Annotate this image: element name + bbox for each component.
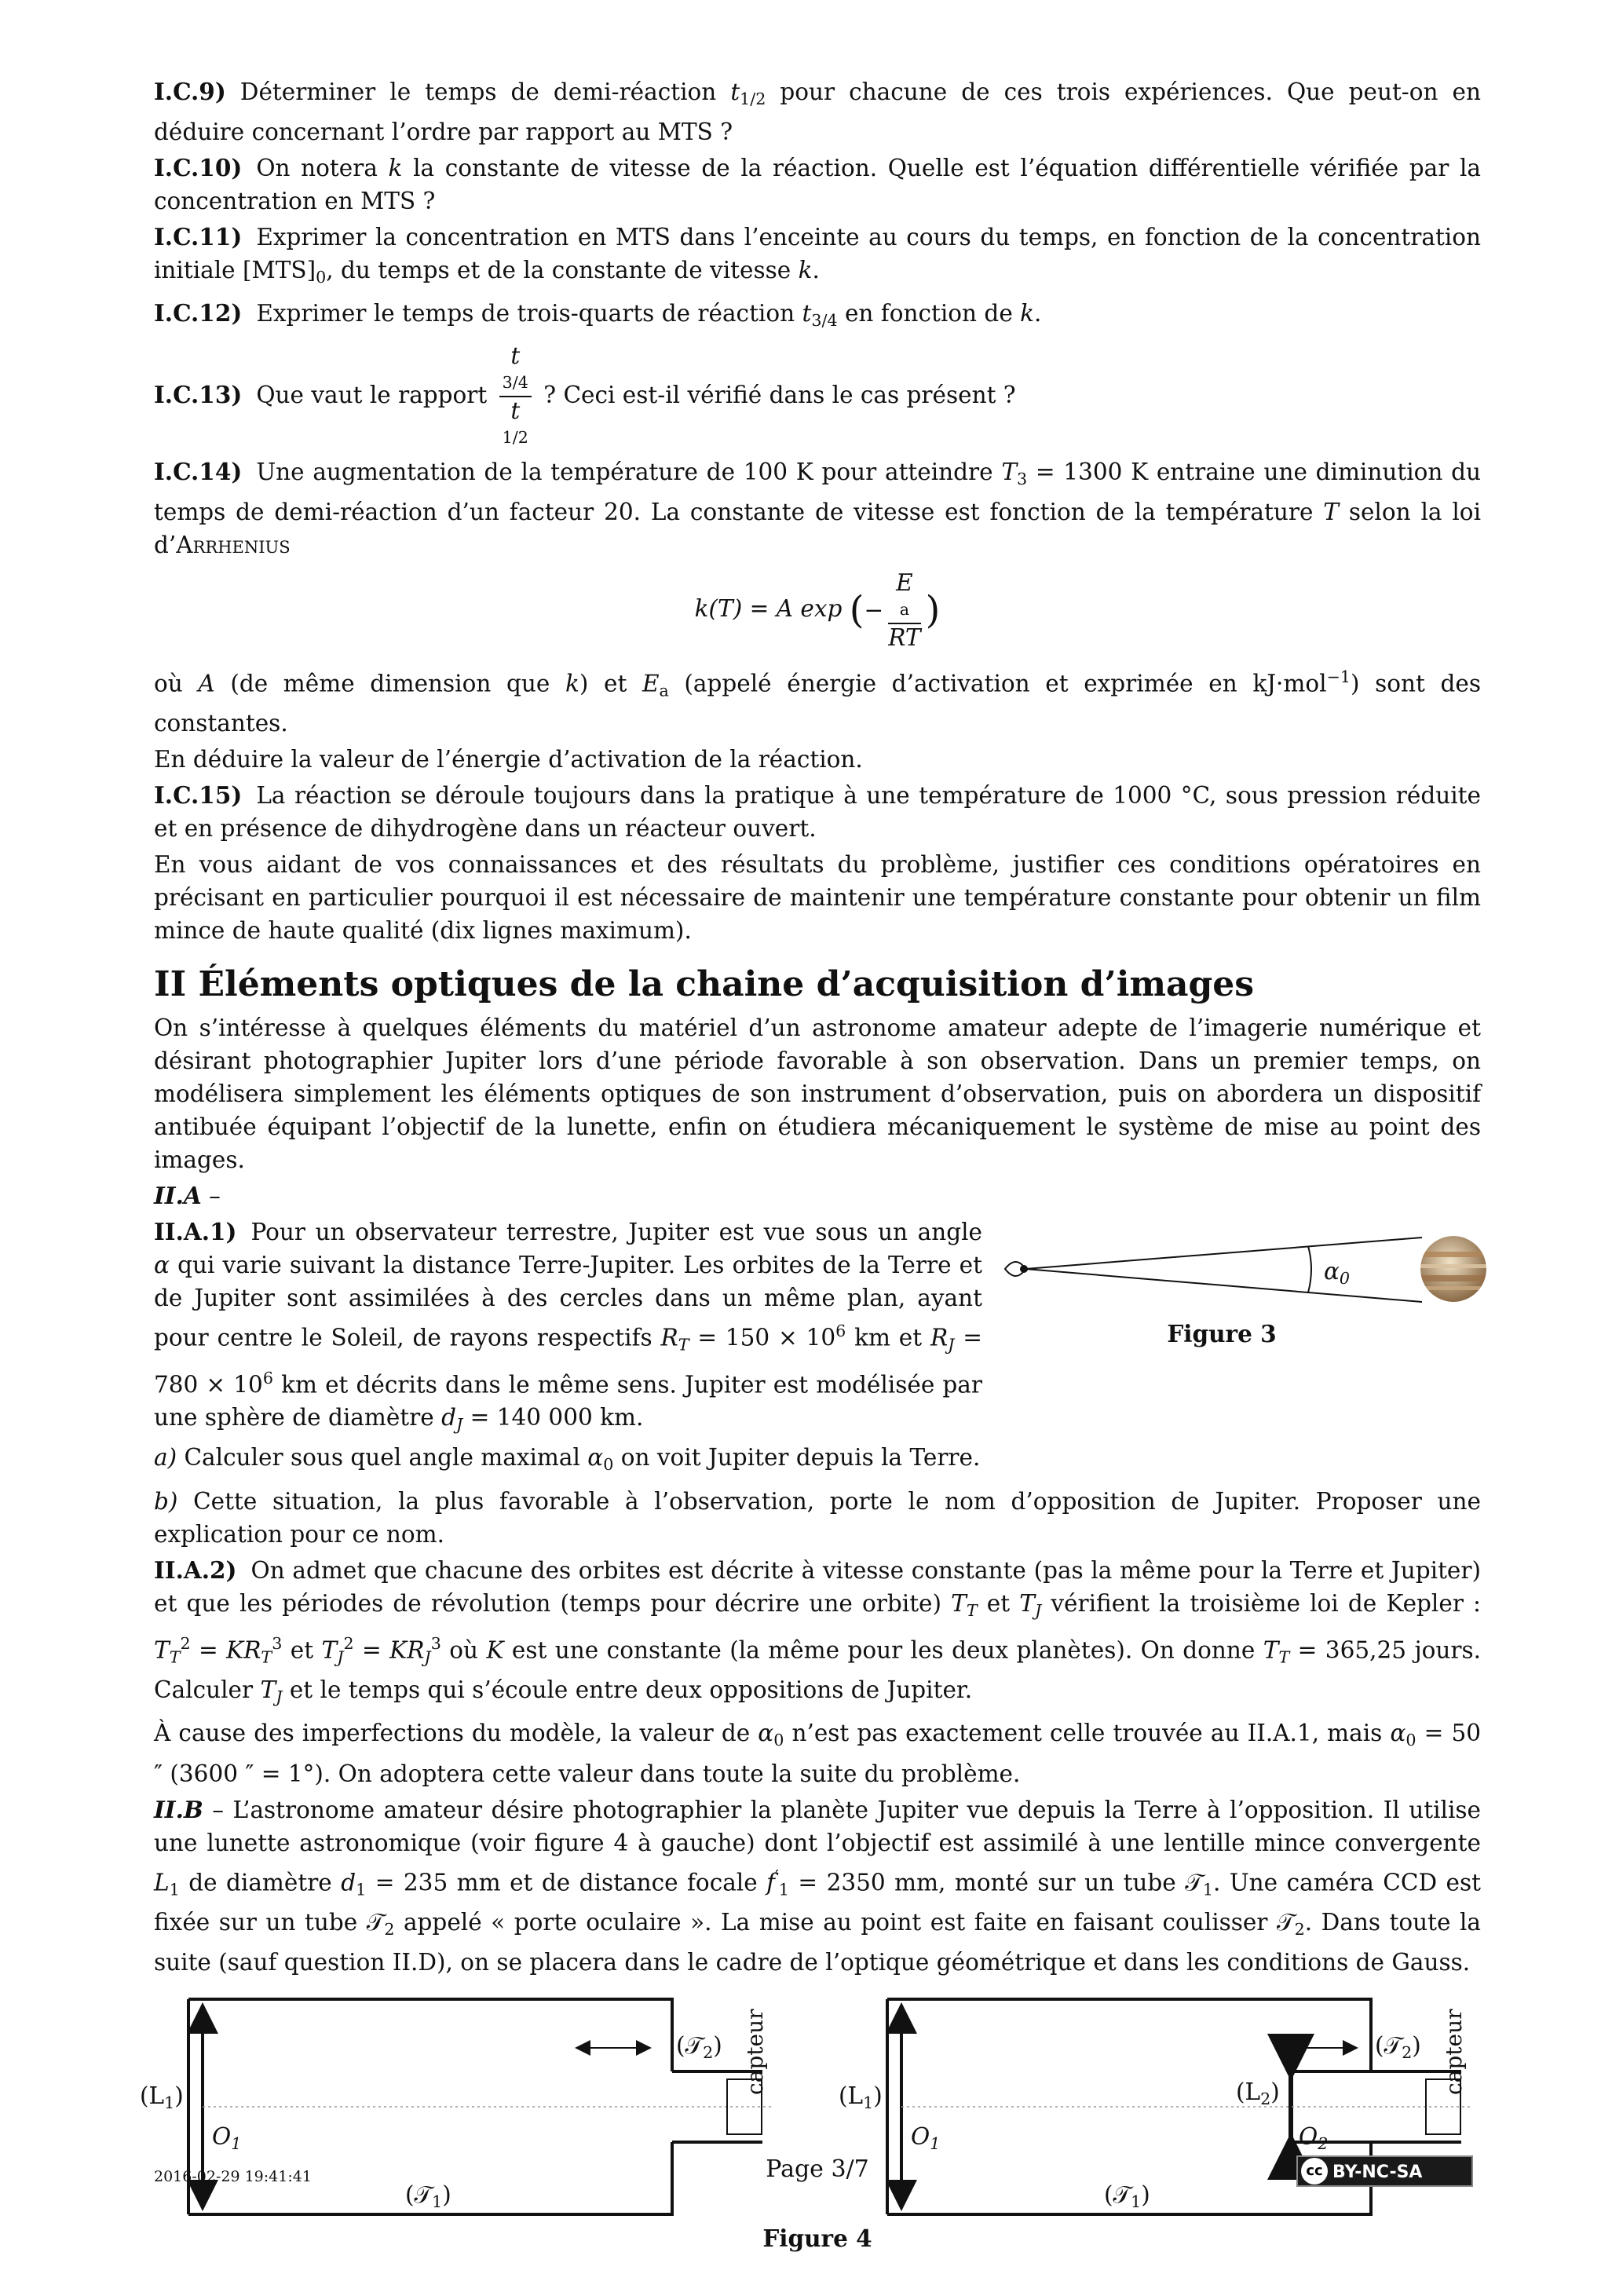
ic14-followup: où A (de même dimension que k) et $E_a$ (appelé énergie d’activation et exprimée en kJ·mol$^{-1}$) sont des constantes.	[154, 667, 1481, 737]
subsection-iia: II.A –	[154, 1182, 221, 1210]
section-title: II Éléments optiques de la chaine d’acquisition d’images	[154, 964, 1255, 1005]
question-label: I.C.14)	[154, 457, 243, 485]
question-ic9: I.C.9) Déterminer le temps de demi-réaction $t_{1/2}$ pour chacune de ces trois expériences. Que peut-on en déduire concernant l’ordre par rapport au MTS ?	[154, 78, 1481, 146]
label-l2: $(L_2)$	[1236, 2078, 1280, 2109]
label-o2: $O_2$	[1299, 2123, 1329, 2154]
ratio-fraction: t 3/4 t 1/2	[499, 342, 532, 451]
page-number: Page 3/7	[766, 2155, 869, 2183]
section-intro: On s’intéresse à quelques éléments du matériel d’un astronome amateur adepte de l’imagerie numérique et désirant photographier Jupiter lors d’une période favorable à son observation. Dans un premier temps, on modélisera simplement les éléments optiques de son instrument d’observation, puis on abordera un dispositif antibuée équipant l’objectif de la lunette, enfin on étudiera mécaniquement le système de mise au point des images.	[154, 1015, 1481, 1174]
label-l1-right: $(L_1)$	[839, 2082, 883, 2113]
arrhenius-equation: k(T) = A exp (− E a RT )	[694, 569, 941, 651]
timestamp: 2016-02-29 19:41:41	[154, 2168, 312, 2185]
label-t1-left: (𝒯$_1$)	[405, 2181, 451, 2212]
iia2-followup: À cause des imperfections du modèle, la valeur de $\alpha_0$ n’est pas exactement celle trouvée au II.A.1, mais $\alpha_0 = 50$ ″ (3600 ″ = 1°). On adoptera cette valeur dans toute la suite du problème.	[154, 1720, 1481, 1787]
figure-4-caption: Figure 4	[762, 2225, 872, 2253]
iia1-block	[154, 1216, 1481, 1441]
sight-line-top	[1025, 1238, 1422, 1269]
question-ic13: I.C.13) Que vaut le rapport t 3/4 t 1/2 ? Ceci est-il vérifié dans le cas présent ?	[154, 342, 1481, 451]
question-ic11: I.C.11) Exprimer la concentration en MTS dans l’enceinte au cours du temps, en fonction de la concentration initiale $[MTS]_0$, du temps et de la constante de vitesse k.	[154, 223, 1481, 287]
question-label: II.A.2)	[154, 1556, 237, 1584]
figure-3-angle-label: $\alpha_0$	[1324, 1258, 1351, 1289]
label-t2-right: (𝒯$_2$)	[1375, 2032, 1421, 2063]
question-label: II.A.1)	[154, 1218, 237, 1246]
cc-icon: cc	[1301, 2158, 1328, 2184]
page-footer	[154, 2155, 1481, 2195]
question-iia1a: a) Calculer sous quel angle maximal $\alpha_0$ on voit Jupiter depuis la Terre.	[154, 1444, 981, 1475]
question-ic14: I.C.14) Une augmentation de la température de 100 K pour atteindre $T_3 = 1300$ K entraine une diminution du temps de demi-réaction d’un facteur 20. La constante de vitesse est fonction de la température T selon la loi d’Arrhenius	[154, 457, 1481, 558]
label-o1-left: $O_1$	[212, 2123, 242, 2154]
question-label: I.C.11)	[154, 223, 243, 251]
ic14-followup-line2: En déduire la valeur de l’énergie d’activation de la réaction.	[154, 746, 863, 773]
jupiter-icon	[1418, 1236, 1489, 1302]
figure-3	[994, 1231, 1489, 1357]
label-o1-right: $O_1$	[911, 2123, 941, 2154]
question-ic15: I.C.15) La réaction se déroule toujours dans la pratique à une température de 1000 °C, sous pression réduite et en présence de dihydrogène dans un réacteur ouvert.	[154, 781, 1481, 843]
question-ic12: I.C.12) Exprimer le temps de trois-quarts de réaction $t_{3/4}$ en fonction de k.	[154, 299, 1042, 331]
section-iib: II.B – L’astronome amateur désire photographier la planète Jupiter vue depuis la Terre à l’opposition. Il utilise une lunette astronomique (voir figure 4 à gauche) dont l’objectif est assimilé à une lentille mince convergente $L_1$ de diamètre $d_1 = 235$ mm et de distance focale $f'_1 = 2350$ mm, monté sur un tube 𝒯$_1$. Une caméra CCD est fixée sur un tube 𝒯$_2$ appelé « porte oculaire ». La mise au point est faite en faisant coulisser 𝒯$_2$. Dans toute la suite (sauf question II.D), on se placera dans le cadre de l’optique géométrique et dans les conditions de Gauss.	[154, 1795, 1482, 1976]
question-iia1: II.A.1) Pour un observateur terrestre, Jupiter est vue sous un angle α qui varie suivant la distance Terre-Jupiter. Les orbites de la Terre et de Jupiter sont assimilées à des cercles dans un même plan, ayant pour centre le Soleil, de rayons respectifs $R_T = 150 \times 10^6$ km et $R_J = 780 \times 10^6$ km et décrits dans le même sens. Jupiter est modélisée par une sphère de diamètre $d_J = 140$ 000 km.	[154, 1218, 982, 1435]
question-label: I.C.10)	[154, 154, 243, 182]
page-content	[140, 75, 1482, 2253]
ic15-followup: En vous aidant de vos connaissances et des résultats du problème, justifier ces conditions opératoires en précisant en particulier pourquoi il est nécessaire de maintenir une température constante pour obtenir un film mince de haute qualité (dix lignes maximum).	[154, 851, 1481, 945]
arrhenius-fraction: E a RT	[888, 569, 921, 651]
question-label: I.C.9)	[154, 78, 226, 105]
question-iia2: II.A.2) On admet que chacune des orbites est décrite à vitesse constante (pas la même pour la Terre et Jupiter) et que les périodes de révolution (temps pour décrire une orbite) $T_T$ et $T_J$ vérifient la troisième loi de Kepler : $T_T^2 = KR_T^3$ et $T_J^2 = KR_J^3$ où K est une constante (la même pour les deux planètes). On donne $T_T = 365,25$ jours. Calculer $T_J$ et le temps qui s’écoule entre deux oppositions de Jupiter.	[154, 1556, 1481, 1707]
figure-3-diagram	[994, 1231, 1489, 1318]
question-label: I.C.12)	[154, 299, 243, 327]
question-ic10: I.C.10) On notera k la constante de vitesse de la réaction. Quelle est l’équation différentielle vérifiée par la concentration en MTS ?	[154, 154, 1482, 215]
figure-4	[140, 1993, 1481, 2253]
question-label: I.C.13)	[154, 380, 243, 408]
angle-arc	[1308, 1246, 1311, 1292]
figure-3-caption: Figure 3	[1167, 1320, 1277, 1348]
label-capteur-right: capteur	[1441, 2009, 1467, 2096]
label-capteur-left: capteur	[742, 2009, 768, 2096]
question-label: I.C.15)	[154, 781, 243, 810]
question-iia1b: b) Cette situation, la plus favorable à l’observation, porte le nom d’opposition de Jupiter. Proposer une explication pour ce nom.	[154, 1487, 1481, 1548]
label-t1-right: (𝒯$_1$)	[1104, 2181, 1150, 2212]
label-l1-left: $(L_1)$	[140, 2082, 184, 2113]
license-badge: cc BY-NC-SA	[1296, 2155, 1473, 2187]
label-t2-left: (𝒯$_2$)	[676, 2032, 722, 2063]
sight-line-bottom	[1025, 1269, 1422, 1302]
